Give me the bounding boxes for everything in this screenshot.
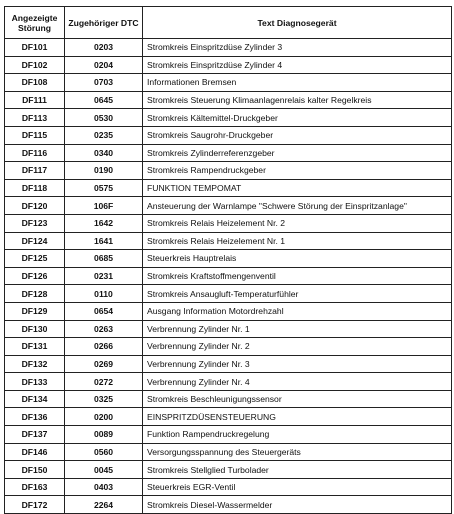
dtc-cell: 0200: [65, 408, 143, 426]
table-row: [5, 74, 452, 92]
diagnostic-text-cell: Informationen Bremsen: [143, 74, 452, 92]
diagnostic-text-cell: Stromkreis Relais Heizelement Nr. 1: [143, 232, 452, 250]
table-row: [5, 109, 452, 127]
dtc-cell: 0110: [65, 285, 143, 303]
diagnostic-text-cell: Stromkreis Ansaugluft-Temperaturfühler: [143, 285, 452, 303]
dtc-cell: 0204: [65, 56, 143, 74]
fault-code-cell: DF132: [5, 355, 65, 373]
diagnostic-text-cell: Verbrennung Zylinder Nr. 3: [143, 355, 452, 373]
dtc-cell: 0530: [65, 109, 143, 127]
fault-code-cell: DF115: [5, 126, 65, 144]
dtc-cell: 0560: [65, 443, 143, 461]
table-row: [5, 478, 452, 496]
diagnostic-text-cell: Stromkreis Kältemittel-Druckgeber: [143, 109, 452, 127]
dtc-cell: 0403: [65, 478, 143, 496]
diagnostic-text-cell: Stromkreis Relais Heizelement Nr. 2: [143, 214, 452, 232]
diagnostic-text-cell: Stromkreis Diesel-Wassermelder: [143, 496, 452, 514]
header-text-diagnosegeraet: Text Diagnosegerät: [143, 7, 452, 39]
table-row: [5, 496, 452, 514]
table-row: [5, 443, 452, 461]
dtc-cell: 0325: [65, 390, 143, 408]
diagnostic-text-cell: Verbrennung Zylinder Nr. 2: [143, 338, 452, 356]
dtc-cell: 0575: [65, 179, 143, 197]
diagnostic-text-cell: Versorgungsspannung des Steuergeräts: [143, 443, 452, 461]
diagnostic-text-cell: Stromkreis Einspritzdüse Zylinder 4: [143, 56, 452, 74]
diagnostic-text-cell: Verbrennung Zylinder Nr. 4: [143, 373, 452, 391]
table-row: [5, 461, 452, 479]
diagnostic-text-cell: Stromkreis Beschleunigungssensor: [143, 390, 452, 408]
diagnostic-text-cell: Stromkreis Zylinderreferenzgeber: [143, 144, 452, 162]
table-header: [5, 7, 452, 39]
fault-code-cell: DF123: [5, 214, 65, 232]
fault-code-cell: DF111: [5, 91, 65, 109]
table-row: [5, 197, 452, 215]
fault-code-cell: DF102: [5, 56, 65, 74]
header-zugehoeriger-dtc: Zugehöriger DTC: [65, 7, 143, 39]
fault-code-cell: DF133: [5, 373, 65, 391]
table-row: [5, 250, 452, 268]
diagnostic-text-cell: Verbrennung Zylinder Nr. 1: [143, 320, 452, 338]
table-row: [5, 214, 452, 232]
fault-code-cell: DF117: [5, 162, 65, 180]
table-row: [5, 179, 452, 197]
dtc-cell: 0703: [65, 74, 143, 92]
header-row: [5, 7, 452, 39]
table-row: [5, 408, 452, 426]
dtc-cell: 0269: [65, 355, 143, 373]
dtc-cell: 0203: [65, 39, 143, 57]
table-row: [5, 144, 452, 162]
fault-code-cell: DF131: [5, 338, 65, 356]
table-row: [5, 320, 452, 338]
table-row: [5, 338, 452, 356]
table-row: [5, 126, 452, 144]
table-row: [5, 267, 452, 285]
table-body: [5, 39, 452, 514]
fault-code-cell: DF116: [5, 144, 65, 162]
dtc-cell: 0190: [65, 162, 143, 180]
table-row: [5, 426, 452, 444]
table-row: [5, 56, 452, 74]
fault-code-cell: DF125: [5, 250, 65, 268]
diagnostic-text-cell: Stromkreis Steuerung Klimaanlagenrelais kalter Regelkreis: [143, 91, 452, 109]
diagnostic-text-cell: Funktion Rampendruckregelung: [143, 426, 452, 444]
fault-code-cell: DF113: [5, 109, 65, 127]
table-row: [5, 373, 452, 391]
dtc-cell: 0045: [65, 461, 143, 479]
dtc-cell: 0654: [65, 302, 143, 320]
fault-code-cell: DF120: [5, 197, 65, 215]
table-row: [5, 232, 452, 250]
fault-code-cell: DF118: [5, 179, 65, 197]
table-row: [5, 91, 452, 109]
diagnostic-text-cell: Steuerkreis EGR-Ventil: [143, 478, 452, 496]
fault-code-cell: DF146: [5, 443, 65, 461]
table-row: [5, 39, 452, 57]
dtc-cell: 0685: [65, 250, 143, 268]
header-angezeigte-stoerung: Angezeigte Störung: [5, 7, 65, 39]
diagnostic-text-cell: Steuerkreis Hauptrelais: [143, 250, 452, 268]
table-row: [5, 302, 452, 320]
fault-code-cell: DF101: [5, 39, 65, 57]
table-row: [5, 355, 452, 373]
dtc-cell: 0272: [65, 373, 143, 391]
diagnostic-text-cell: Ausgang Information Motordrehzahl: [143, 302, 452, 320]
dtc-cell: 0231: [65, 267, 143, 285]
diagnostic-text-cell: FUNKTION TEMPOMAT: [143, 179, 452, 197]
dtc-cell: 106F: [65, 197, 143, 215]
table-row: [5, 285, 452, 303]
dtc-cell: 0645: [65, 91, 143, 109]
diagnostic-text-cell: Stromkreis Kraftstoffmengenventil: [143, 267, 452, 285]
diagnostic-text-cell: Stromkreis Saugrohr-Druckgeber: [143, 126, 452, 144]
fault-code-cell: DF126: [5, 267, 65, 285]
diagnostic-text-cell: Stromkreis Einspritzdüse Zylinder 3: [143, 39, 452, 57]
fault-code-cell: DF136: [5, 408, 65, 426]
dtc-cell: 0340: [65, 144, 143, 162]
diagnostic-text-cell: Stromkreis Rampendruckgeber: [143, 162, 452, 180]
fault-code-cell: DF124: [5, 232, 65, 250]
fault-code-cell: DF163: [5, 478, 65, 496]
dtc-cell: 1642: [65, 214, 143, 232]
fault-code-cell: DF108: [5, 74, 65, 92]
diagnostic-text-cell: Ansteuerung der Warnlampe "Schwere Störung der Einspritzanlage": [143, 197, 452, 215]
dtc-cell: 0235: [65, 126, 143, 144]
fault-code-cell: DF130: [5, 320, 65, 338]
fault-code-cell: DF172: [5, 496, 65, 514]
table-row: [5, 162, 452, 180]
dtc-cell: 0266: [65, 338, 143, 356]
fault-code-cell: DF129: [5, 302, 65, 320]
fault-code-cell: DF150: [5, 461, 65, 479]
diagnostic-text-cell: Stromkreis Stellglied Turbolader: [143, 461, 452, 479]
fault-code-cell: DF134: [5, 390, 65, 408]
diagnostic-text-cell: EINSPRITZDÜSENSTEUERUNG: [143, 408, 452, 426]
fault-code-cell: DF128: [5, 285, 65, 303]
dtc-cell: 0263: [65, 320, 143, 338]
dtc-cell: 0089: [65, 426, 143, 444]
dtc-cell: 2264: [65, 496, 143, 514]
dtc-cell: 1641: [65, 232, 143, 250]
dtc-table: [4, 6, 452, 514]
table-row: [5, 390, 452, 408]
fault-code-cell: DF137: [5, 426, 65, 444]
